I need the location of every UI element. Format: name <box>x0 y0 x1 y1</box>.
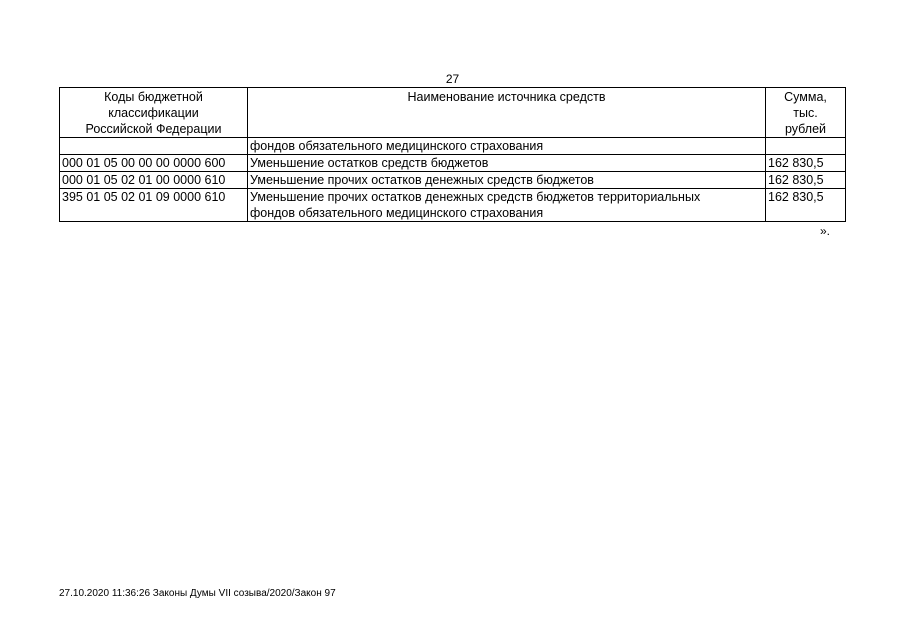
table-row <box>60 155 846 172</box>
source-name-cell <box>248 155 766 172</box>
source-name-line: Уменьшение прочих остатков денежных средств бюджетов <box>250 173 594 187</box>
source-name-line: фондов обязательного медицинского страхования <box>250 139 544 153</box>
amount-cell: 162 830,5 <box>766 155 846 172</box>
document-footer: 27.10.2020 11:36:26 Законы Думы VII созыва/2020/Закон 97 <box>59 588 336 599</box>
budget-sources-table <box>59 87 846 222</box>
source-name-cell <box>248 189 766 222</box>
source-name-cell <box>248 138 766 155</box>
closing-quote-mark: ». <box>820 224 831 238</box>
amount-cell: 162 830,5 <box>766 189 846 222</box>
table-row <box>60 138 846 155</box>
header-amount-line: рублей <box>784 122 827 136</box>
budget-code-cell <box>60 138 248 155</box>
header-source-name: Наименование источника средств <box>248 88 766 138</box>
header-budget-codes-line: классификации <box>108 106 199 120</box>
table-row <box>60 172 846 189</box>
budget-code-cell: 395 01 05 02 01 09 0000 610 <box>60 189 248 222</box>
source-name-line: Уменьшение остатков средств бюджетов <box>250 156 489 170</box>
budget-code-cell: 000 01 05 02 01 00 0000 610 <box>60 172 248 189</box>
header-amount <box>766 88 846 138</box>
source-name-line: Уменьшение прочих остатков денежных средств бюджетов территориальных <box>250 190 701 204</box>
header-amount-line: Сумма, <box>784 90 827 104</box>
amount-cell: 162 830,5 <box>766 172 846 189</box>
source-name-line: фондов обязательного медицинского страхования <box>250 206 544 220</box>
page-number: 27 <box>445 72 460 86</box>
table-row <box>60 189 846 222</box>
table-header-row <box>60 88 846 138</box>
header-budget-codes-line: Коды бюджетной <box>104 90 203 104</box>
amount-cell <box>766 138 846 155</box>
source-name-cell <box>248 172 766 189</box>
header-budget-codes-line: Российской Федерации <box>85 122 222 136</box>
budget-code-cell: 000 01 05 00 00 00 0000 600 <box>60 155 248 172</box>
header-amount-line: тыс. <box>793 106 818 120</box>
header-budget-codes <box>60 88 248 138</box>
